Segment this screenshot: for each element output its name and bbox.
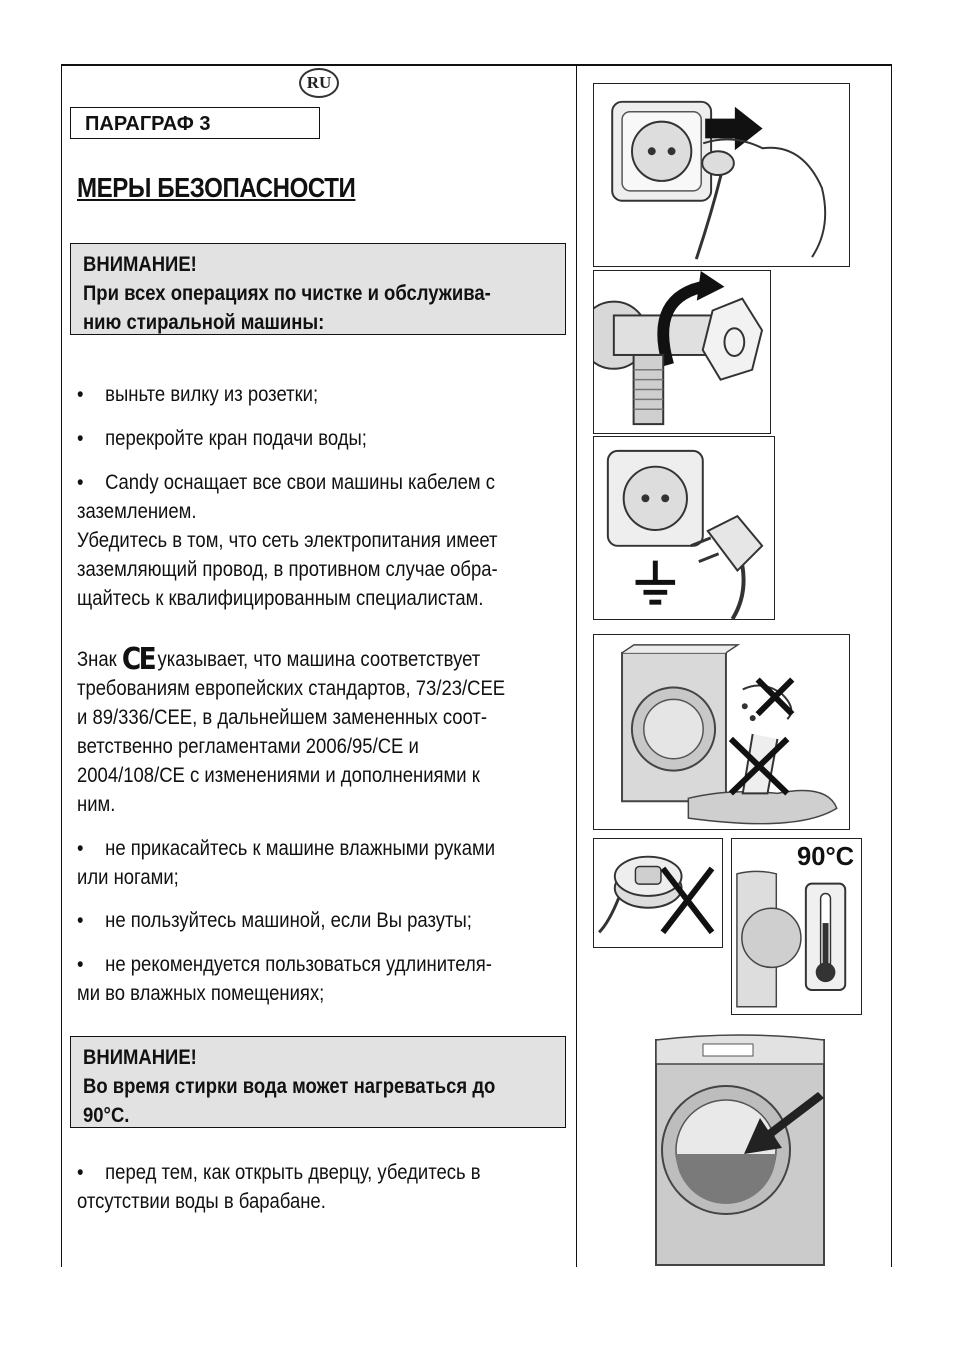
grounding-paragraph <box>77 468 557 613</box>
unplug-plug-icon <box>594 84 849 266</box>
bullet-wet-hands <box>77 834 557 892</box>
text-line: Знак <box>77 648 117 671</box>
thermometer-icon <box>732 839 861 1014</box>
warning-text-line: 90°C. <box>83 1104 130 1127</box>
language-badge: RU <box>299 68 339 98</box>
text-line: щайтесь к квалифицированным специалистам. <box>77 587 484 610</box>
frame-top-rule <box>61 64 892 66</box>
wet-hands-barefoot-illustration <box>593 634 850 830</box>
warning-heading: ВНИМАНИЕ! <box>83 1046 197 1069</box>
frame-left-rule <box>61 64 62 1267</box>
ce-mark-icon: CE <box>121 642 155 677</box>
warning-text-line: Во время стирки вода может нагреваться до <box>83 1075 496 1098</box>
text-line: не прикасайтесь к машине влажными руками <box>105 837 496 860</box>
prohibited-cross-icon <box>594 635 849 829</box>
warning-heading: ВНИМАНИЕ! <box>83 253 197 276</box>
water-tap-illustration <box>593 270 771 434</box>
ground-symbol-icon <box>594 437 774 619</box>
bullet-text: выньте вилку из розетки; <box>105 383 319 406</box>
text-line: или ногами; <box>77 866 179 889</box>
text-line: не пользуйтесь машиной, если Вы разуты; <box>105 909 472 932</box>
bullet-dot: • <box>77 1161 84 1184</box>
ground-socket-illustration <box>593 436 775 620</box>
text-line: ним. <box>77 793 116 816</box>
temperature-label: 90°C <box>796 842 855 871</box>
text-line: требованиям европейских стандартов, 73/23/CEE <box>77 677 506 700</box>
text-line: заземлением. <box>77 500 197 523</box>
bullet-dot: • <box>77 471 84 494</box>
bullet-dot: • <box>77 837 84 860</box>
hot-water-illustration <box>731 838 862 1015</box>
unplug-illustration <box>593 83 850 267</box>
text-line: заземляющий провод, в противном случае обра- <box>77 558 498 581</box>
text-line: 2004/108/CE с изменениями и дополнениями к <box>77 764 480 787</box>
bullet-door-water <box>77 1158 557 1216</box>
bullet-unplug <box>77 380 557 409</box>
text-line: ми во влажных помещениях; <box>77 982 325 1005</box>
bullet-dot: • <box>77 953 84 976</box>
text-line: Убедитесь в том, что сеть электропитания имеет <box>77 529 498 552</box>
bullet-dot: • <box>77 383 84 406</box>
bullet-barefoot <box>77 906 557 935</box>
washing-machine-icon <box>648 1032 828 1268</box>
section-label: ПАРАГРАФ 3 <box>70 107 320 139</box>
bullet-extension-cord <box>77 950 557 1008</box>
bullet-dot: • <box>77 427 84 450</box>
warning-text-line: При всех операциях по чистке и обслужива- <box>83 282 491 305</box>
door-check-illustration <box>648 1032 828 1268</box>
text-line: Candy оснащает все свои машины кабелем с <box>105 471 496 494</box>
text-line: и 89/336/CEE, в дальнейшем замененных соот- <box>77 706 488 729</box>
text-line: не рекомендуется пользоваться удлинителя- <box>105 953 492 976</box>
cord-reel-icon <box>594 839 722 947</box>
extension-cord-illustration <box>593 838 723 948</box>
bullet-text: перекройте кран подачи воды; <box>105 427 367 450</box>
text-line: указывает, что машина соответствует <box>157 648 481 671</box>
frame-right-rule <box>891 64 892 1267</box>
warning-text-line: нию стиральной машины: <box>83 311 325 334</box>
bullet-dot: • <box>77 909 84 932</box>
text-line: ветственно регламентами 2006/95/CE и <box>77 735 419 758</box>
warning-box-hot-water <box>70 1036 566 1128</box>
column-divider <box>576 64 577 1267</box>
warning-box-cleaning <box>70 243 566 335</box>
page-title: МЕРЫ БЕЗОПАСНОСТИ <box>77 172 356 203</box>
water-tap-icon <box>594 271 770 433</box>
ce-mark-paragraph <box>77 642 557 819</box>
text-line: отсутствии воды в барабане. <box>77 1190 326 1213</box>
text-line: перед тем, как открыть дверцу, убедитесь в <box>105 1161 481 1184</box>
bullet-water-tap <box>77 424 557 453</box>
